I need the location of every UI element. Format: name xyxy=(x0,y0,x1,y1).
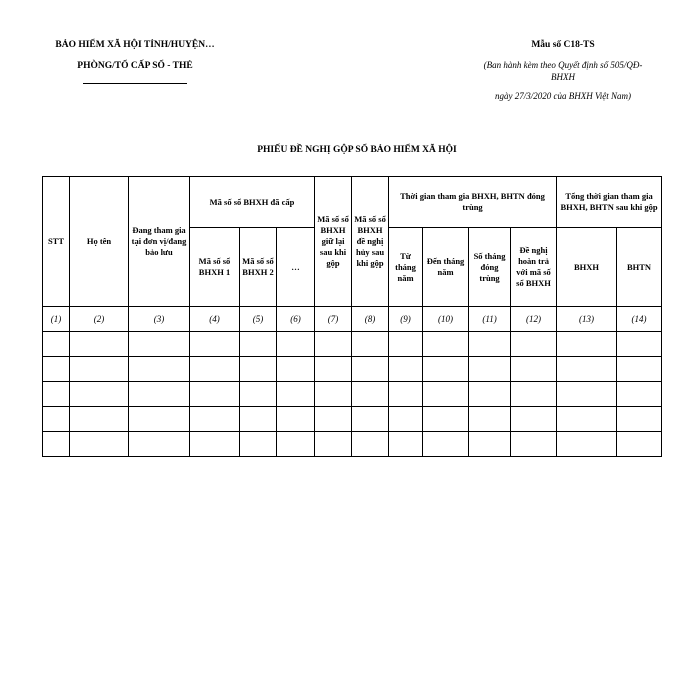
table-cell xyxy=(70,407,129,432)
table-cell xyxy=(315,332,352,357)
table-cell xyxy=(352,332,389,357)
table-cell xyxy=(423,332,469,357)
header-tong-thoi-gian-group: Tổng thời gian tham gia BHXH, BHTN sau khi gộp xyxy=(557,177,662,228)
header-so-thang: Số tháng đóng trùng xyxy=(469,228,511,307)
form-code: Mẫu số C18-TS xyxy=(531,40,595,50)
issued-date: ngày 27/3/2020 của BHXH Việt Nam) xyxy=(494,91,632,101)
table-cell xyxy=(190,382,240,407)
column-number: (2) xyxy=(70,307,129,332)
agency-name: BẢO HIỂM XÃ HỘI TỈNH/HUYỆN… xyxy=(55,40,215,50)
header-stt: STT xyxy=(43,177,70,307)
table-cell xyxy=(423,357,469,382)
header-dong-trung-group: Thời gian tham gia BHXH, BHTN đóng trùng xyxy=(389,177,557,228)
table-cell xyxy=(423,382,469,407)
table-cell xyxy=(423,432,469,457)
header-ho-ten: Họ tên xyxy=(70,177,129,307)
table-cell xyxy=(43,357,70,382)
table-cell xyxy=(557,357,617,382)
table-cell xyxy=(617,407,662,432)
table-cell xyxy=(511,332,557,357)
table-cell xyxy=(190,432,240,457)
table-cell xyxy=(557,332,617,357)
table-cell xyxy=(70,357,129,382)
table-cell xyxy=(190,357,240,382)
table-cell xyxy=(43,407,70,432)
table-row xyxy=(43,382,662,407)
table-cell xyxy=(352,357,389,382)
table-cell xyxy=(469,407,511,432)
table-cell xyxy=(277,382,315,407)
table-cell xyxy=(617,332,662,357)
table-row xyxy=(43,332,662,357)
table-cell xyxy=(511,382,557,407)
column-number: (3) xyxy=(129,307,190,332)
table-cell xyxy=(315,407,352,432)
table-cell xyxy=(469,382,511,407)
column-number: (13) xyxy=(557,307,617,332)
table-cell xyxy=(277,332,315,357)
table-cell xyxy=(469,332,511,357)
table-cell xyxy=(240,332,277,357)
table-cell xyxy=(129,407,190,432)
header-ma-so-more: … xyxy=(277,228,315,307)
table-cell xyxy=(129,357,190,382)
table-cell xyxy=(43,382,70,407)
table-cell xyxy=(43,432,70,457)
header-dang-tham-gia: Đang tham gia tại đơn vị/đang bảo lưu xyxy=(129,177,190,307)
header-bhtn: BHTN xyxy=(617,228,662,307)
column-number: (6) xyxy=(277,307,315,332)
table-cell xyxy=(277,357,315,382)
issued-note: (Ban hành kèm theo Quyết định số 505/QĐ-BHXH xyxy=(483,60,643,82)
department-name: PHÒNG/TỔ CẤP SỔ - THẺ xyxy=(77,61,193,71)
header-tu-thang: Từ tháng năm xyxy=(389,228,423,307)
table-cell xyxy=(70,432,129,457)
table-cell xyxy=(129,332,190,357)
table-cell xyxy=(240,382,277,407)
table-cell xyxy=(389,407,423,432)
table-cell xyxy=(511,357,557,382)
table-cell xyxy=(240,357,277,382)
table-cell xyxy=(352,407,389,432)
table-cell xyxy=(277,432,315,457)
table-cell xyxy=(352,432,389,457)
column-number: (12) xyxy=(511,307,557,332)
table-cell xyxy=(617,357,662,382)
table-cell xyxy=(389,357,423,382)
table-cell xyxy=(43,332,70,357)
table-cell xyxy=(389,382,423,407)
table-cell xyxy=(240,432,277,457)
table-cell xyxy=(511,432,557,457)
table-cell xyxy=(352,382,389,407)
header-ma-so-group: Mã số sổ BHXH đã cấp xyxy=(190,177,315,228)
header-ma-so-2: Mã số sổ BHXH 2 xyxy=(240,228,277,307)
table-cell xyxy=(315,357,352,382)
table-cell xyxy=(389,332,423,357)
table-row xyxy=(43,407,662,432)
request-table xyxy=(42,176,662,457)
table-cell xyxy=(315,432,352,457)
table-cell xyxy=(70,332,129,357)
agency-header xyxy=(40,40,230,84)
header-underline xyxy=(83,83,187,84)
table-cell xyxy=(511,407,557,432)
header-bhxh: BHXH xyxy=(557,228,617,307)
table-cell xyxy=(469,432,511,457)
header-de-nghi-hoan-tra: Đề nghị hoàn trả với mã số sổ BHXH xyxy=(511,228,557,307)
table-cell xyxy=(617,382,662,407)
table-cell xyxy=(469,357,511,382)
column-number: (4) xyxy=(190,307,240,332)
header-ma-so-giu-lai: Mã số sổ BHXH giữ lại sau khi gộp xyxy=(315,177,352,307)
table-cell xyxy=(129,432,190,457)
column-number: (8) xyxy=(352,307,389,332)
column-number: (10) xyxy=(423,307,469,332)
table-row xyxy=(43,357,662,382)
table-cell xyxy=(423,407,469,432)
table-cell xyxy=(617,432,662,457)
column-number: (7) xyxy=(315,307,352,332)
table-cell xyxy=(70,382,129,407)
form-title: PHIẾU ĐỀ NGHỊ GỘP SỔ BẢO HIỂM XÃ HỘI xyxy=(257,145,457,155)
column-number: (14) xyxy=(617,307,662,332)
table-cell xyxy=(277,407,315,432)
table-cell xyxy=(389,432,423,457)
column-number: (9) xyxy=(389,307,423,332)
table-cell xyxy=(190,407,240,432)
header-ma-so-huy: Mã số sổ BHXH đề nghị hủy sau khi gộp xyxy=(352,177,389,307)
column-number: (5) xyxy=(240,307,277,332)
table-cell xyxy=(557,407,617,432)
table-cell xyxy=(190,332,240,357)
table-cell xyxy=(557,432,617,457)
header-den-thang: Đến tháng năm xyxy=(423,228,469,307)
column-number: (11) xyxy=(469,307,511,332)
table-cell xyxy=(129,382,190,407)
header-ma-so-1: Mã số sổ BHXH 1 xyxy=(190,228,240,307)
table-row xyxy=(43,432,662,457)
table-cell xyxy=(240,407,277,432)
table-cell xyxy=(557,382,617,407)
column-number: (1) xyxy=(43,307,70,332)
table-cell xyxy=(315,382,352,407)
form-code-block xyxy=(478,40,648,101)
